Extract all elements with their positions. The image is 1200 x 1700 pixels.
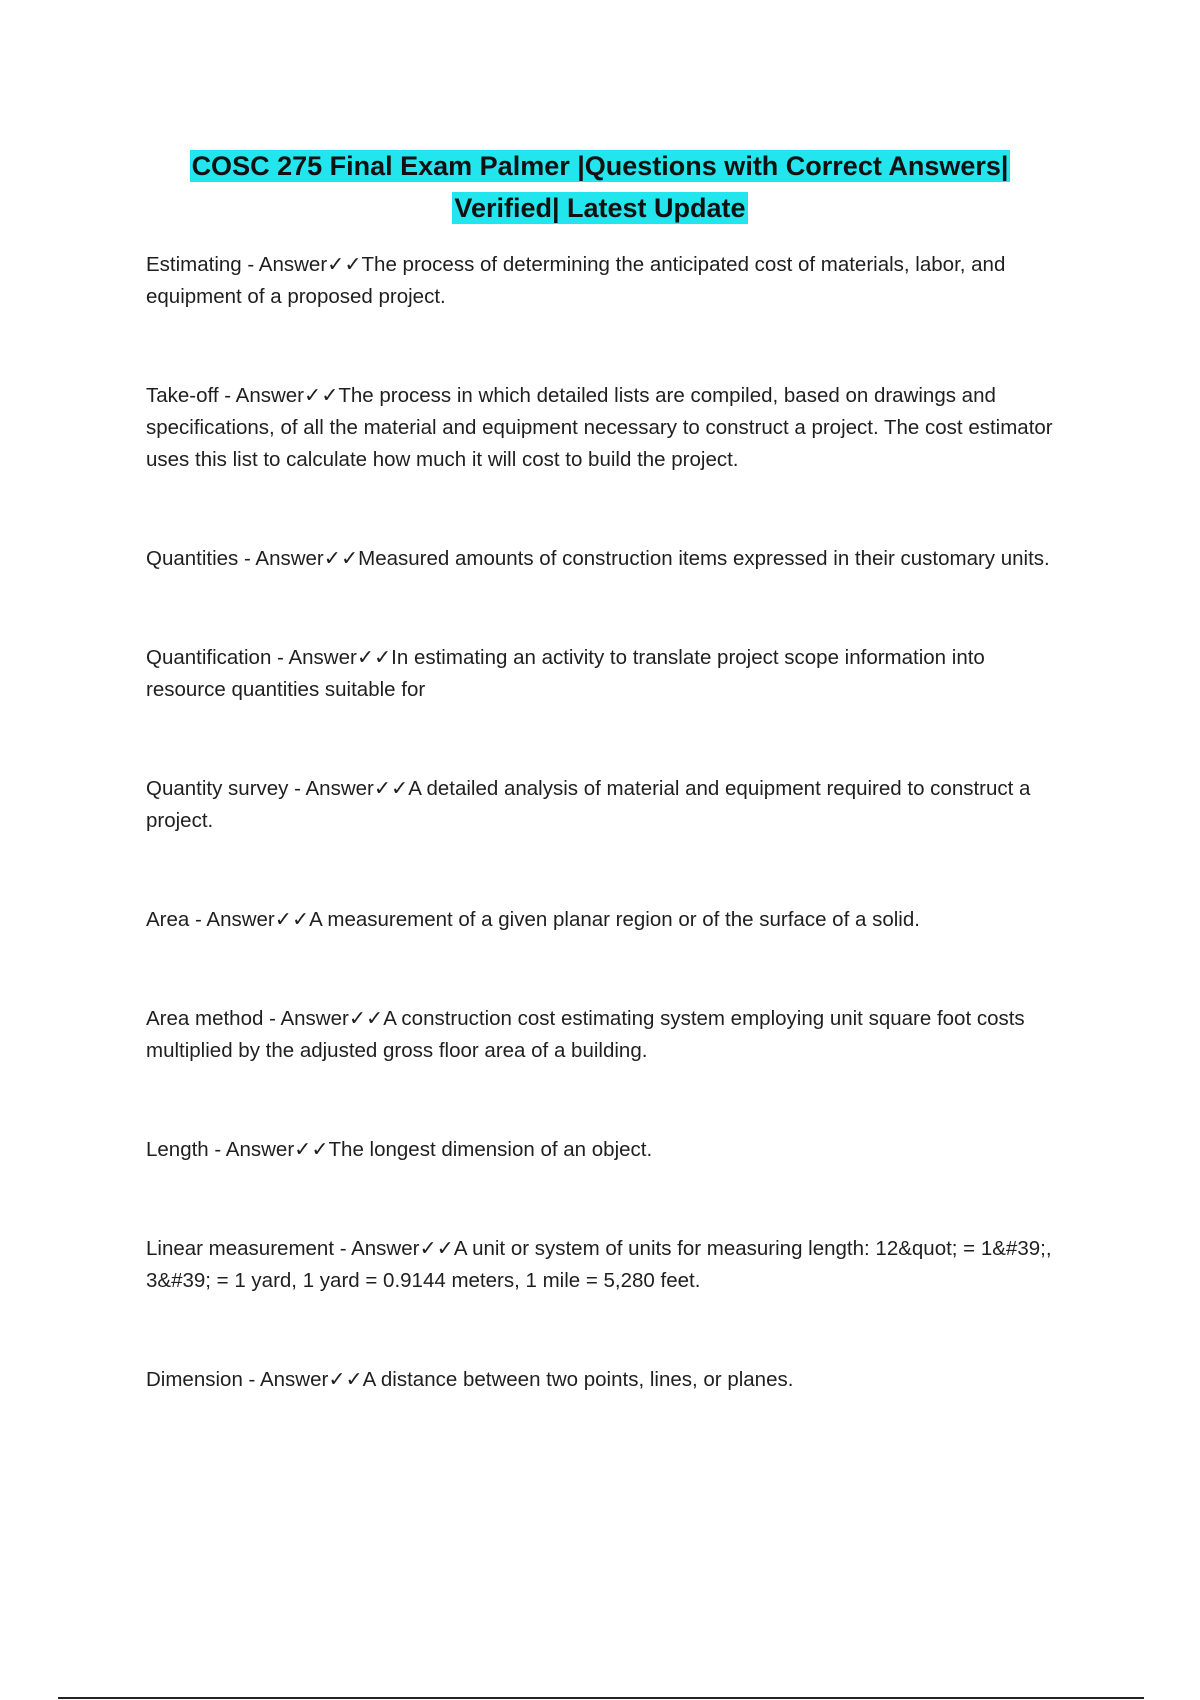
- entry-term: Take-off: [146, 384, 219, 407]
- flashcard-entry: [146, 904, 1066, 936]
- entry-definition: A measurement of a given planar region or of the surface of a solid.: [309, 908, 920, 931]
- title-line-2: Verified| Latest Update: [454, 193, 746, 223]
- flashcard-entry: [146, 1003, 1066, 1067]
- answer-separator: - Answer: [208, 1138, 295, 1161]
- flashcard-entry: [146, 1233, 1066, 1297]
- answer-separator: - Answer: [218, 384, 305, 407]
- double-check-icon: ✓✓: [327, 253, 362, 276]
- double-check-icon: ✓✓: [323, 547, 359, 570]
- double-check-icon: ✓✓: [274, 908, 310, 931]
- flashcard-entry: [146, 773, 1066, 837]
- entry-definition: Measured amounts of construction items expressed in their customary units.: [358, 547, 1050, 570]
- double-check-icon: ✓✓: [356, 646, 392, 669]
- title-line-1: COSC 275 Final Exam Palmer |Questions with Correct Answers|: [191, 151, 1009, 181]
- entry-definition: A distance between two points, lines, or planes.: [362, 1368, 794, 1391]
- answer-separator: - Answer: [334, 1237, 420, 1260]
- double-check-icon: ✓✓: [328, 1368, 363, 1391]
- double-check-icon: ✓✓: [294, 1138, 329, 1161]
- double-check-icon: ✓✓: [348, 1007, 384, 1030]
- flashcard-list: [146, 249, 1066, 1396]
- document-title: [100, 145, 1100, 229]
- double-check-icon: ✓✓: [419, 1237, 454, 1260]
- flashcard-entry: [146, 642, 1066, 706]
- entry-term: Length: [146, 1138, 209, 1161]
- entry-definition: The longest dimension of an object.: [328, 1138, 653, 1161]
- footer-divider: [58, 1697, 1144, 1699]
- answer-separator: - Answer: [271, 646, 357, 669]
- entry-term: Area: [146, 908, 190, 931]
- entry-definition: The process in which detailed lists are compiled, based on drawings and specifications, of all the material and equipment necessary to construct a project. The cost estimator uses this list to calculate how much it will cost to build the project.: [146, 384, 1053, 471]
- flashcard-entry: [146, 249, 1066, 313]
- flashcard-entry: [146, 1364, 1066, 1396]
- entry-definition: In estimating an activity to translate project scope information into resource quantities suitable for: [146, 646, 985, 701]
- entry-term: Estimating: [146, 253, 242, 276]
- flashcard-entry: [146, 543, 1066, 575]
- entry-term: Quantities: [146, 547, 239, 570]
- double-check-icon: ✓✓: [304, 384, 339, 407]
- entry-term: Linear measurement: [146, 1237, 335, 1260]
- flashcard-entry: [146, 380, 1066, 476]
- double-check-icon: ✓✓: [373, 777, 409, 800]
- answer-separator: - Answer: [241, 253, 328, 276]
- answer-separator: - Answer: [238, 547, 324, 570]
- entry-definition: A unit or system of units for measuring length: 12&quot; = 1&#39;, 3&#39; = 1 yard, 1 yard = 0.9144 meters, 1 mile = 5,280 feet.: [146, 1237, 1052, 1292]
- answer-separator: - Answer: [288, 777, 374, 800]
- answer-separator: - Answer: [242, 1368, 329, 1391]
- entry-term: Area method: [146, 1007, 264, 1030]
- answer-separator: - Answer: [189, 908, 275, 931]
- entry-definition: The process of determining the anticipated cost of materials, labor, and equipment of a proposed project.: [146, 253, 1006, 308]
- entry-definition: A construction cost estimating system employing unit square foot costs multiplied by the adjusted gross floor area of a building.: [146, 1007, 1025, 1062]
- entry-term: Quantification: [146, 646, 272, 669]
- entry-definition: A detailed analysis of material and equipment required to construct a project.: [146, 777, 1031, 832]
- entry-term: Dimension: [146, 1368, 243, 1391]
- answer-separator: - Answer: [263, 1007, 349, 1030]
- flashcard-entry: [146, 1134, 1066, 1166]
- entry-term: Quantity survey: [146, 777, 289, 800]
